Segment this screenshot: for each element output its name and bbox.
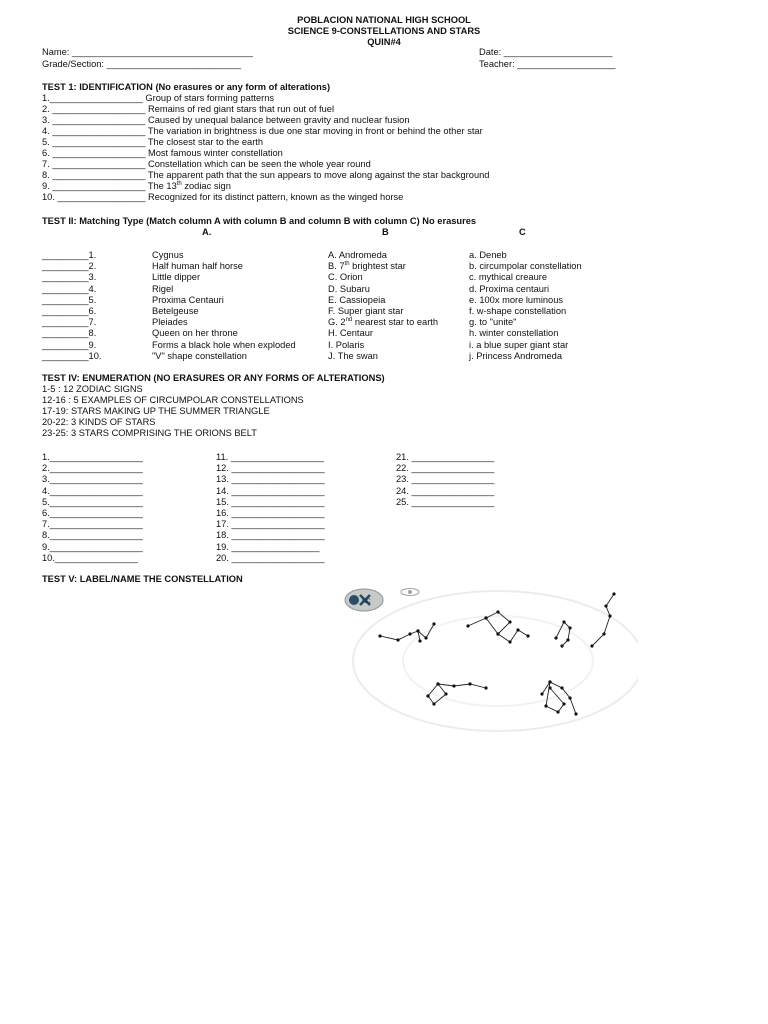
star-dot bbox=[568, 696, 571, 699]
column-b-item: E. Cassiopeia bbox=[328, 294, 386, 305]
test1-item: 9. __________________ The 13th zodiac sign bbox=[42, 180, 231, 191]
column-a-header: A. bbox=[202, 227, 212, 237]
enumeration-answer-line: 3.__________________ bbox=[42, 474, 143, 485]
column-a-item: Forms a black hole when exploded bbox=[152, 339, 296, 350]
star-dot bbox=[432, 622, 435, 625]
test1-item: 4. __________________ The variation in brightness is due one star moving in front or behind the other star bbox=[42, 126, 483, 136]
test1-item: 6. __________________ Most famous winter constellation bbox=[42, 148, 283, 158]
test2-title: TEST II: Matching Type (Match column A with column B and column B with column C) No erasures bbox=[42, 216, 477, 226]
test1-item: 8. __________________ The apparent path that the sun appears to move along against the star background bbox=[42, 170, 490, 180]
logo-icon bbox=[345, 589, 383, 611]
column-b-item: H. Centaur bbox=[328, 328, 373, 339]
column-c-item: c. mythical creaure bbox=[469, 272, 548, 283]
answer-blank: _________4. bbox=[42, 283, 97, 294]
column-b-item: B. 7th brightest star bbox=[328, 261, 406, 272]
column-c-item: h. winter constellation bbox=[469, 328, 559, 339]
star-dot bbox=[560, 686, 563, 689]
enumeration-answer-line: 8.__________________ bbox=[42, 530, 143, 541]
test1-item: 10. _________________ Recognized for its distinct pattern, known as the winged horse bbox=[42, 192, 404, 202]
enumeration-prompt: 20-22: 3 KINDS OF STARS bbox=[42, 417, 156, 427]
column-b-item: A. Andromeda bbox=[328, 250, 387, 260]
star-dot bbox=[556, 710, 559, 713]
constellation-figure-1 bbox=[378, 622, 435, 642]
column-b-item: F. Super giant star bbox=[328, 306, 404, 316]
enumeration-prompt: 12-16 : 5 EXAMPLES OF CIRCUMPOLAR CONSTELLATIONS bbox=[42, 395, 304, 405]
enumeration-prompt: 23-25: 3 STARS COMPRISING THE ORIONS BELT bbox=[42, 428, 257, 438]
star-dot bbox=[602, 632, 605, 635]
test4-title: TEST IV: ENUMERATION (NO ERASURES OR ANY FORMS OF ALTERATIONS) bbox=[42, 373, 385, 383]
column-c-item: i. a blue super giant star bbox=[469, 339, 569, 350]
quiz-subject: SCIENCE 9-CONSTELLATIONS AND STARS bbox=[287, 26, 481, 36]
column-a-item: Betelgeuse bbox=[152, 306, 199, 316]
star-dot bbox=[590, 644, 593, 647]
answer-blank: _________1. bbox=[42, 250, 97, 260]
star-dot bbox=[436, 682, 439, 685]
star-dot bbox=[496, 632, 499, 635]
answer-blank: _________9. bbox=[42, 339, 97, 350]
column-a-item: Rigel bbox=[152, 283, 174, 294]
column-c-item: f. w-shape constellation bbox=[469, 306, 567, 316]
enumeration-answer-line: 11. __________________ bbox=[216, 452, 324, 462]
enumeration-answer-line: 2.__________________ bbox=[42, 463, 143, 474]
star-dot bbox=[426, 694, 429, 697]
star-dot bbox=[496, 610, 499, 613]
star-dot bbox=[508, 640, 511, 643]
star-dot bbox=[418, 639, 421, 642]
star-dot bbox=[554, 636, 557, 639]
enumeration-answer-line: 19. _________________ bbox=[216, 541, 320, 552]
star-dot bbox=[612, 592, 615, 595]
star-dot bbox=[416, 629, 419, 632]
answer-blank: _________2. bbox=[42, 261, 97, 272]
column-b-item: J. The swan bbox=[328, 350, 378, 361]
enumeration-prompt: 1-5 : 12 ZODIAC SIGNS bbox=[42, 384, 143, 394]
star-dot bbox=[608, 614, 611, 617]
enumeration-answer-line: 17. __________________ bbox=[216, 519, 325, 530]
star-dot bbox=[424, 636, 427, 639]
column-a-item: Half human half horse bbox=[152, 261, 243, 272]
constellation-figure-4 bbox=[590, 592, 615, 647]
column-c-header: C bbox=[519, 227, 526, 237]
column-c-item: a. Deneb bbox=[469, 250, 507, 260]
star-dot bbox=[540, 692, 543, 695]
star-dot bbox=[526, 634, 529, 637]
star-dot bbox=[432, 702, 435, 705]
column-c-item: b. circumpolar constellation bbox=[469, 261, 582, 272]
enumeration-answer-line: 22. ________________ bbox=[396, 463, 495, 474]
test1-item: 2. __________________ Remains of red giant stars that run out of fuel bbox=[42, 104, 335, 114]
enumeration-answer-line: 6.__________________ bbox=[42, 508, 143, 518]
enumeration-answer-line: 16. __________________ bbox=[216, 508, 325, 518]
enumeration-answer-line: 15. __________________ bbox=[216, 496, 325, 507]
star-dot bbox=[484, 616, 487, 619]
eye-icon bbox=[401, 589, 419, 596]
star-dot bbox=[548, 686, 551, 689]
enumeration-answer-line: 13. __________________ bbox=[216, 474, 325, 485]
answer-blank: _________5. bbox=[42, 294, 97, 305]
enumeration-answer-line: 7.__________________ bbox=[42, 519, 143, 530]
enumeration-answer-line: 1.__________________ bbox=[42, 452, 143, 462]
column-a-item: "V" shape constellation bbox=[152, 350, 247, 361]
star-dot bbox=[516, 628, 519, 631]
column-a-item: Proxima Centauri bbox=[152, 294, 224, 305]
constellation-diagram bbox=[338, 576, 638, 736]
enumeration-answer-line: 24. ________________ bbox=[396, 485, 495, 496]
constellation-figure-6 bbox=[540, 680, 577, 715]
star-dot bbox=[508, 620, 511, 623]
star-dot bbox=[566, 638, 569, 641]
column-a-item: Pleiades bbox=[152, 317, 188, 328]
test1-item: 5. __________________ The closest star to the earth bbox=[42, 137, 264, 147]
enumeration-prompt: 17-19: STARS MAKING UP THE SUMMER TRIANGLE bbox=[42, 406, 270, 416]
enumeration-answer-line: 23. ________________ bbox=[396, 474, 495, 485]
star-dot bbox=[466, 624, 469, 627]
star-dot bbox=[544, 704, 547, 707]
star-dot bbox=[562, 702, 565, 705]
enumeration-answer-line: 25. ________________ bbox=[396, 496, 495, 507]
school-name: POBLACION NATIONAL HIGH SCHOOL bbox=[297, 15, 471, 25]
star-dot bbox=[562, 620, 565, 623]
star-dot bbox=[452, 684, 455, 687]
star-dot bbox=[548, 680, 551, 683]
answer-blank: _________3. bbox=[42, 272, 97, 283]
column-c-item: g. to "unite" bbox=[469, 317, 517, 328]
enumeration-answer-line: 21. ________________ bbox=[396, 452, 495, 462]
enumeration-answer-line: 5.__________________ bbox=[42, 496, 143, 507]
column-a-item: Cygnus bbox=[152, 250, 184, 260]
test5-title: TEST V: LABEL/NAME THE CONSTELLATION bbox=[42, 574, 243, 584]
star-dot bbox=[378, 634, 381, 637]
star-dot bbox=[408, 632, 411, 635]
teacher-field: Teacher: ___________________ bbox=[479, 59, 616, 69]
test1-title: TEST 1: IDENTIFICATION (No erasures or any form of alterations) bbox=[42, 82, 331, 92]
answer-blank: _________7. bbox=[42, 317, 97, 328]
column-c-item: e. 100x more luminous bbox=[469, 294, 564, 305]
answer-blank: _________10. bbox=[42, 350, 102, 361]
enumeration-answer-line: 18. __________________ bbox=[216, 530, 325, 541]
column-c-item: d. Proxima centauri bbox=[469, 283, 550, 294]
column-b-item: G. 2nd nearest star to earth bbox=[328, 317, 439, 328]
column-a-item: Queen on her throne bbox=[152, 328, 238, 339]
column-c-item: j. Princess Andromeda bbox=[469, 350, 563, 361]
name-field: Name: ___________________________________ bbox=[42, 47, 253, 57]
test1-item: 7. __________________ Constellation which can be seen the whole year round bbox=[42, 159, 371, 169]
enumeration-answer-line: 14. __________________ bbox=[216, 485, 325, 496]
enumeration-answer-line: 20. __________________ bbox=[216, 552, 325, 563]
answer-blank: _________6. bbox=[42, 306, 97, 316]
star-dot bbox=[444, 692, 447, 695]
grade-section-field: Grade/Section: __________________________ bbox=[42, 59, 242, 69]
column-b-header: B bbox=[382, 227, 389, 237]
test1-item: 1.__________________ Group of stars forming patterns bbox=[42, 93, 275, 103]
faded-watermark-ring bbox=[353, 591, 638, 731]
enumeration-answer-line: 9.__________________ bbox=[42, 541, 143, 552]
star-dot bbox=[468, 682, 471, 685]
answer-blank: _________8. bbox=[42, 328, 97, 339]
enumeration-answer-line: 4.__________________ bbox=[42, 485, 143, 496]
constellation-figure-3 bbox=[554, 620, 571, 647]
column-b-item: I. Polaris bbox=[328, 339, 365, 350]
test1-item: 3. __________________ Caused by unequal balance between gravity and nuclear fusion bbox=[42, 115, 410, 125]
date-field: Date: _____________________ bbox=[479, 47, 613, 57]
star-dot bbox=[396, 638, 399, 641]
enumeration-answer-line: 12. __________________ bbox=[216, 463, 325, 474]
enumeration-answer-line: 10.________________ bbox=[42, 552, 138, 563]
column-b-item: D. Subaru bbox=[328, 283, 370, 294]
svg-text:NC: NC bbox=[362, 599, 371, 605]
quiz-number: QUIN#4 bbox=[367, 37, 401, 47]
star-dot bbox=[604, 604, 607, 607]
star-dot bbox=[574, 712, 577, 715]
star-dot bbox=[568, 626, 571, 629]
column-b-item: C. Orion bbox=[328, 272, 363, 283]
star-dot bbox=[560, 644, 563, 647]
column-a-item: Little dipper bbox=[152, 272, 201, 283]
star-dot bbox=[484, 686, 487, 689]
